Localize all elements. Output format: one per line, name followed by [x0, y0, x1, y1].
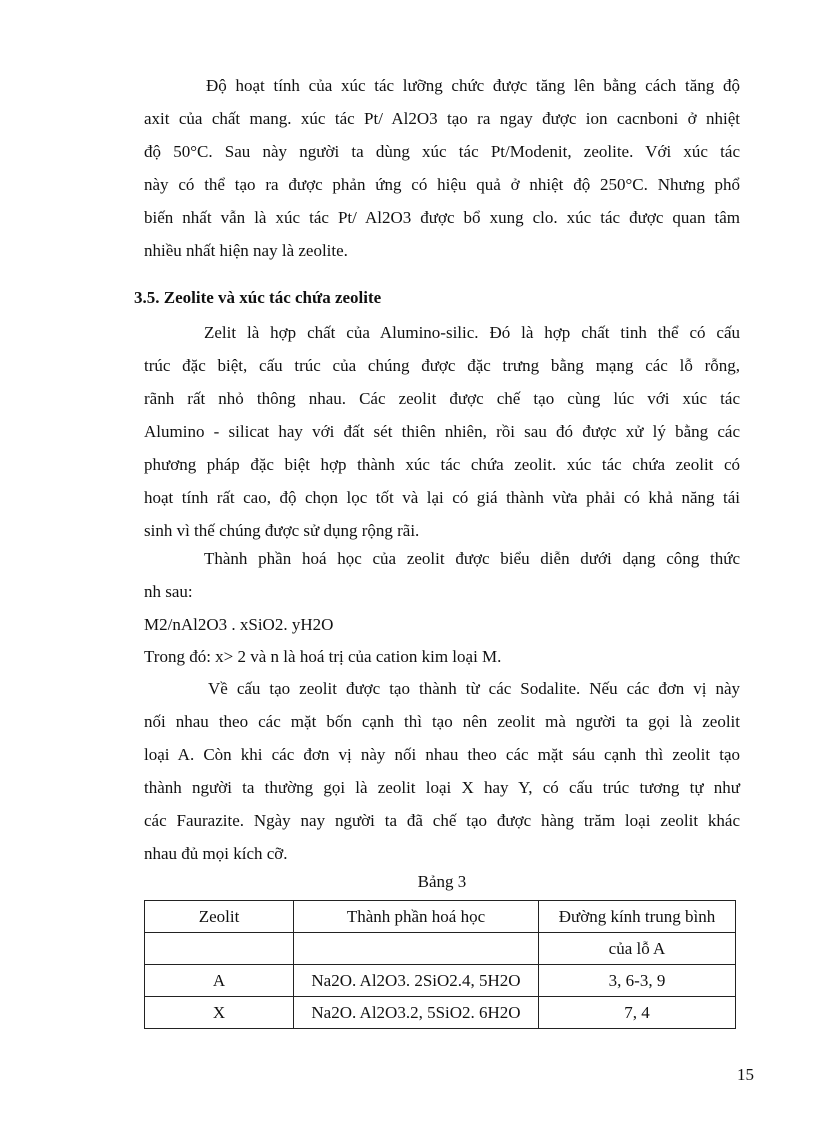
text-line: nhau đủ mọi kích cỡ.	[144, 844, 288, 863]
text-line: nh sau:	[144, 582, 193, 601]
text-line: phương pháp đặc biệt hợp thành xúc tác chứa zeolit. xúc tác chứa zeolit có	[144, 455, 740, 474]
table-cell: X	[145, 997, 294, 1029]
table-row	[145, 965, 736, 997]
text-line: độ 50°C. Sau này người ta dùng xúc tác Pt/Modenit, zeolite. Với xúc tác	[144, 142, 740, 161]
text-line: thành người ta thường gọi là zeolit loại X hay Y, có cấu trúc tương tự như	[144, 778, 740, 797]
text-line: nhiều nhất hiện nay là zeolite.	[144, 241, 348, 260]
table-cell: 3, 6-3, 9	[539, 965, 736, 997]
table-cell: A	[145, 965, 294, 997]
text-line: Zelit là hợp chất của Alumino-silic. Đó là hợp chất tinh thể có cấu	[204, 323, 740, 342]
table-row	[145, 997, 736, 1029]
section-heading-text: 3.5. Zeolite và xúc tác chứa zeolite	[134, 288, 382, 307]
text-line: các Faurazite. Ngày nay người ta đã chế tạo được hàng trăm loại zeolit khác	[144, 811, 740, 830]
text-line: trúc đặc biệt, cấu trúc của chúng được đặc trưng bằng mạng các lỗ rỗng,	[144, 356, 740, 375]
text-line: nối nhau theo các mặt bốn cạnh thì tạo nên zeolit mà người ta gọi là zeolit	[144, 712, 740, 731]
table-header-cell: của lỗ A	[539, 933, 736, 965]
text-line: loại A. Còn khi các đơn vị này nối nhau theo các mặt sáu cạnh thì zeolit tạo	[144, 745, 740, 764]
text-line: axit của chất mang. xúc tác Pt/ Al2O3 tạo ra ngay được ion cacnboni ở nhiệt	[144, 109, 740, 128]
text-line: sinh vì thế chúng được sử dụng rộng rãi.	[144, 521, 420, 540]
table-cell: Na2O. Al2O3.2, 5SiO2. 6H2O	[294, 997, 539, 1029]
table-header-cell: Thành phần hoá học	[294, 901, 539, 933]
table-cell: Na2O. Al2O3. 2SiO2.4, 5H2O	[294, 965, 539, 997]
table-header-cell: Đường kính trung bình	[539, 901, 736, 933]
text-line: Độ hoạt tính của xúc tác lưỡng chức được tăng lên bằng cách tăng độ	[206, 76, 740, 95]
table-header-cell	[145, 933, 294, 965]
formula-text: M2/nAl2O3 . xSiO2. yH2O	[144, 615, 334, 634]
text-line: này có thể tạo ra được phản ứng có hiệu quả ở nhiệt độ 250°C. Nhưng phổ	[144, 175, 740, 194]
zeolite-table	[144, 900, 736, 1029]
table-caption-text: Bảng 3	[417, 872, 467, 891]
page-number: 15	[737, 1065, 754, 1084]
table-header-row	[145, 901, 736, 933]
table-header-cell	[294, 933, 539, 965]
formula-explanation-text: Trong đó: x> 2 và n là hoá trị của cation kim loại M.	[144, 647, 502, 666]
text-line: hoạt tính rất cao, độ chọn lọc tốt và lại có giá thành vừa phải có khả năng tái	[144, 488, 740, 507]
table-header-row	[145, 933, 736, 965]
text-line: biến nhất vẫn là xúc tác Pt/ Al2O3 được bổ xung clo. xúc tác được quan tâm	[144, 208, 740, 227]
text-line: Alumino - silicat hay với đất sét thiên nhiên, rồi sau đó được xử lý bằng các	[144, 422, 740, 441]
text-line: rãnh rất nhỏ thông nhau. Các zeolit được chế tạo cùng lúc với xúc tác	[144, 389, 740, 408]
text-line: Về cấu tạo zeolit được tạo thành từ các Sodalite. Nếu các đơn vị này	[208, 679, 740, 698]
text-line: Thành phần hoá học của zeolit được biểu diễn dưới dạng công thức	[204, 549, 740, 568]
table-header-cell: Zeolit	[145, 901, 294, 933]
table-cell: 7, 4	[539, 997, 736, 1029]
